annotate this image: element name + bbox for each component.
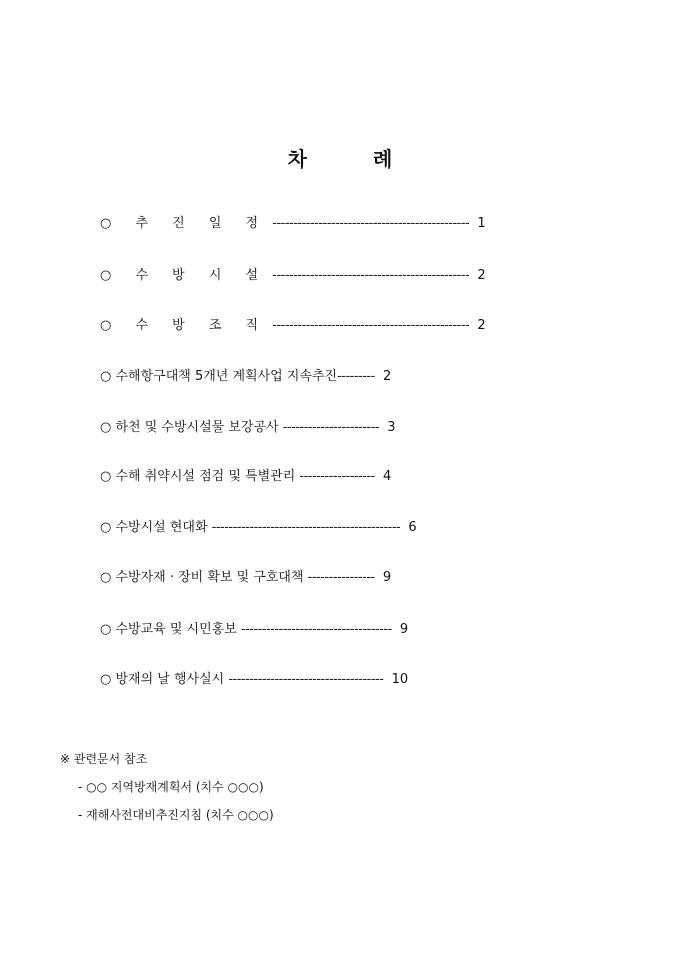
toc-leader: ------------------------------------ (240, 622, 392, 637)
toc-page-number: 2 (477, 268, 486, 283)
toc-entry-label: ○ 수방자재 · 장비 확보 및 구호대책 (100, 570, 304, 585)
toc-leader: ---------------- (307, 570, 375, 585)
toc-leader: ----------------------------------------------- (272, 268, 470, 283)
toc-entry-label: ○ 방재의 날 행사실시 (100, 672, 225, 687)
toc-entry-label: ○ 하천 및 수방시설물 보강공사 (100, 420, 279, 435)
toc-entry[interactable] (100, 570, 391, 586)
toc-leader: ------------------------------------- (228, 672, 384, 687)
toc-entry[interactable] (100, 622, 408, 638)
toc-page-number: 9 (399, 622, 409, 637)
toc-entry[interactable] (100, 672, 408, 688)
reference-heading: ※ 관련문서 참조 (60, 752, 148, 766)
toc-entry[interactable] (100, 318, 486, 334)
toc-entry[interactable] (100, 420, 396, 436)
toc-entry-label: ○ 수 방 시 설 (100, 268, 269, 283)
toc-leader: --------------------------------------------- (211, 520, 401, 535)
toc-leader: --------- (337, 369, 375, 384)
toc-entry-label: ○ 수방교육 및 시민홍보 (100, 622, 237, 637)
toc-entry-label: ○ 수 방 조 직 (100, 318, 269, 333)
toc-entry[interactable] (100, 216, 486, 232)
toc-page-number: 3 (387, 420, 396, 435)
toc-page-number: 2 (382, 369, 392, 384)
toc-entry-label: ○ 수해 취약시설 점검 및 특별관리 (100, 469, 296, 484)
toc-page-number: 9 (382, 570, 392, 585)
toc-page-number: 6 (408, 520, 417, 535)
toc-leader: ----------------------------------------------- (272, 318, 470, 333)
toc-entry-label: ○ 추 진 일 정 (100, 216, 269, 231)
toc-leader: ----------------------- (282, 420, 380, 435)
title-right-char: 례 (373, 147, 393, 171)
toc-page-number: 10 (391, 672, 409, 687)
reference-item: - 재해사전대비추진지침 (치수 ○○○) (78, 808, 274, 822)
toc-entry[interactable] (100, 520, 417, 536)
toc-entry-label: ○ 수방시설 현대화 (100, 520, 208, 535)
toc-page-number: 4 (382, 469, 392, 484)
toc-entry[interactable] (100, 469, 391, 485)
toc-leader: ----------------------------------------------- (272, 216, 470, 231)
toc-leader: ------------------ (299, 469, 375, 484)
toc-page-number: 1 (477, 216, 486, 231)
toc-entry[interactable] (100, 369, 391, 385)
reference-item: - ○○ 지역방재계획서 (치수 ○○○) (78, 780, 264, 794)
title-left-char: 차 (287, 147, 307, 171)
page-title (0, 143, 680, 172)
toc-entry-label: ○ 수해항구대책 5개년 계획사업 지속추진 (100, 369, 338, 384)
toc-entry[interactable] (100, 268, 486, 284)
toc-page-number: 2 (477, 318, 486, 333)
